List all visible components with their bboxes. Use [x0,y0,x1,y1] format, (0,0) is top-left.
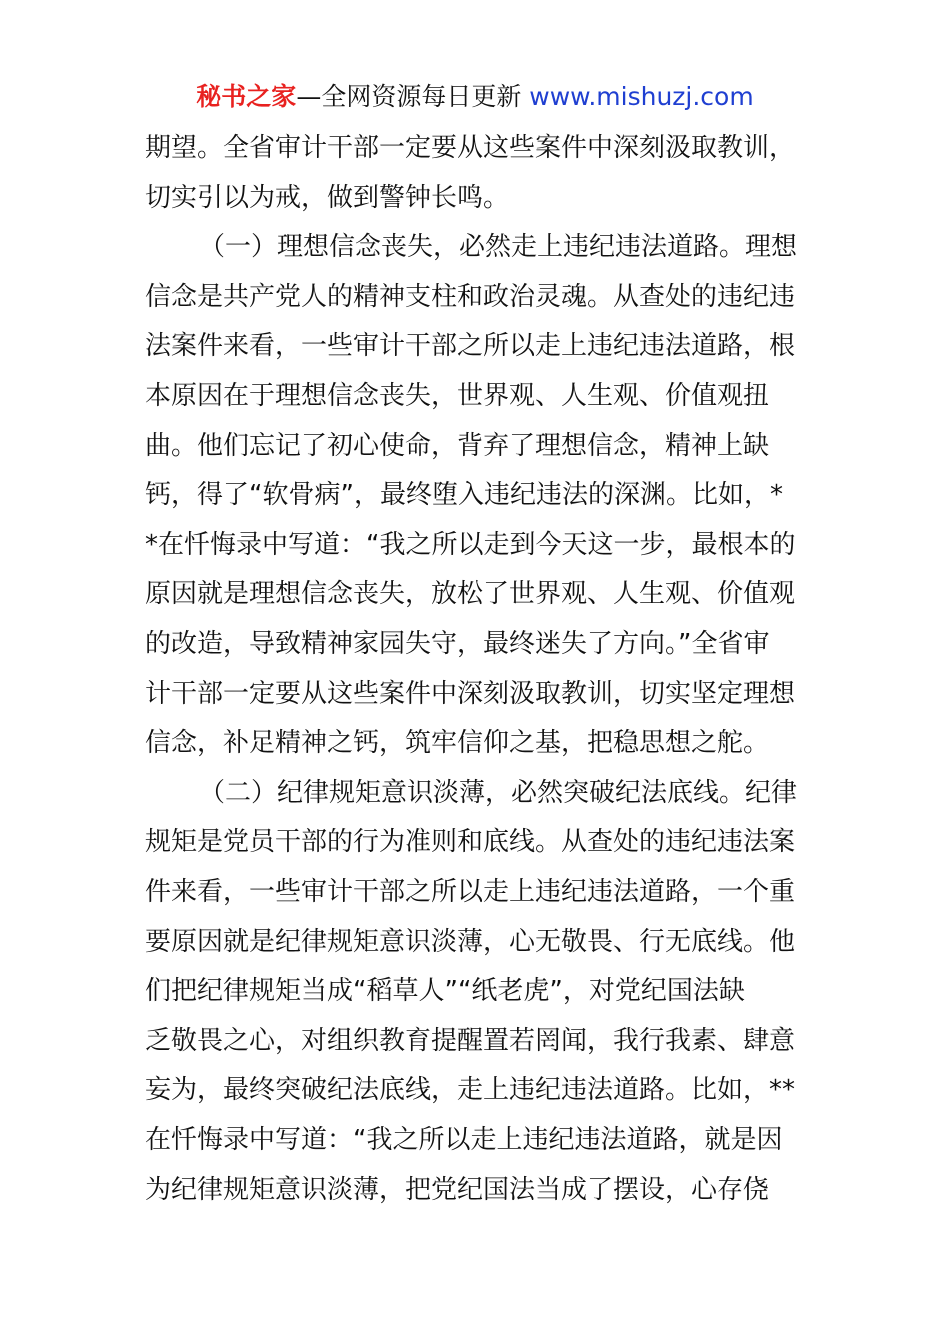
paragraph-heading-line: （二）纪律规矩意识淡薄，必然突破纪法底线。纪律 [199,777,798,808]
text-line: 计干部一定要从这些案件中深刻汲取教训，切实坚定理想 [145,678,796,709]
text-line: 切实引以为戒，做到警钟长鸣。 [145,182,510,213]
text-line: 规矩是党员干部的行为准则和底线。从查处的违纪违法案 [145,827,796,858]
text-line: 妄为，最终突破纪法底线，走上违纪违法道路。比如，** [145,1075,796,1106]
text-line: 乏敬畏之心，对组织教育提醒置若罔闻，我行我素、肆意 [145,1025,796,1056]
text-line: 要原因就是纪律规矩意识淡薄，心无敬畏、行无底线。他 [145,926,796,957]
site-tagline: —全网资源每日更新 [296,82,522,111]
site-url-link[interactable]: www.mishuzj.com [529,82,754,111]
text-line: 期望。全省审计干部一定要从这些案件中深刻汲取教训， [145,133,796,163]
text-line: 原因就是理想信念丧失，放松了世界观、人生观、价值观 [145,579,796,610]
text-line: 信念是共产党人的精神支柱和政治灵魂。从查处的违纪违 [145,281,796,312]
text-line: 的改造，导致精神家园失守，最终迷失了方向。”全省审 [145,629,770,659]
site-brand-name: 秘书之家 [196,82,297,111]
text-line: 信念，补足精神之钙，筑牢信仰之基，把稳思想之舵。 [145,728,770,759]
text-line: 为纪律规矩意识淡薄，把党纪国法当成了摆设，心存侥 [145,1174,770,1205]
text-line: 件来看，一些审计干部之所以走上违纪违法道路，一个重 [145,877,796,907]
text-line: *在忏悔录中写道：“我之所以走到今天这一步，最根本的 [145,529,796,560]
paragraph-heading-line: （一）理想信念丧失，必然走上违纪违法道路。理想 [199,232,798,263]
text-line: 们把纪律规矩当成“稻草人”“纸老虎”，对党纪国法缺 [145,976,745,1007]
text-line: 钙，得了“软骨病”，最终堕入违纪违法的深渊。比如，* [145,480,783,511]
text-line: 在忏悔录中写道：“我之所以走上违纪违法道路，就是因 [145,1125,783,1155]
text-line: 本原因在于理想信念丧失，世界观、人生观、价值观扭 [145,381,770,411]
page-header [0,80,950,114]
text-line: 法案件来看，一些审计干部之所以走上违纪违法道路，根 [145,331,796,362]
text-line: 曲。他们忘记了初心使命，背弃了理想信念，精神上缺 [145,430,770,461]
